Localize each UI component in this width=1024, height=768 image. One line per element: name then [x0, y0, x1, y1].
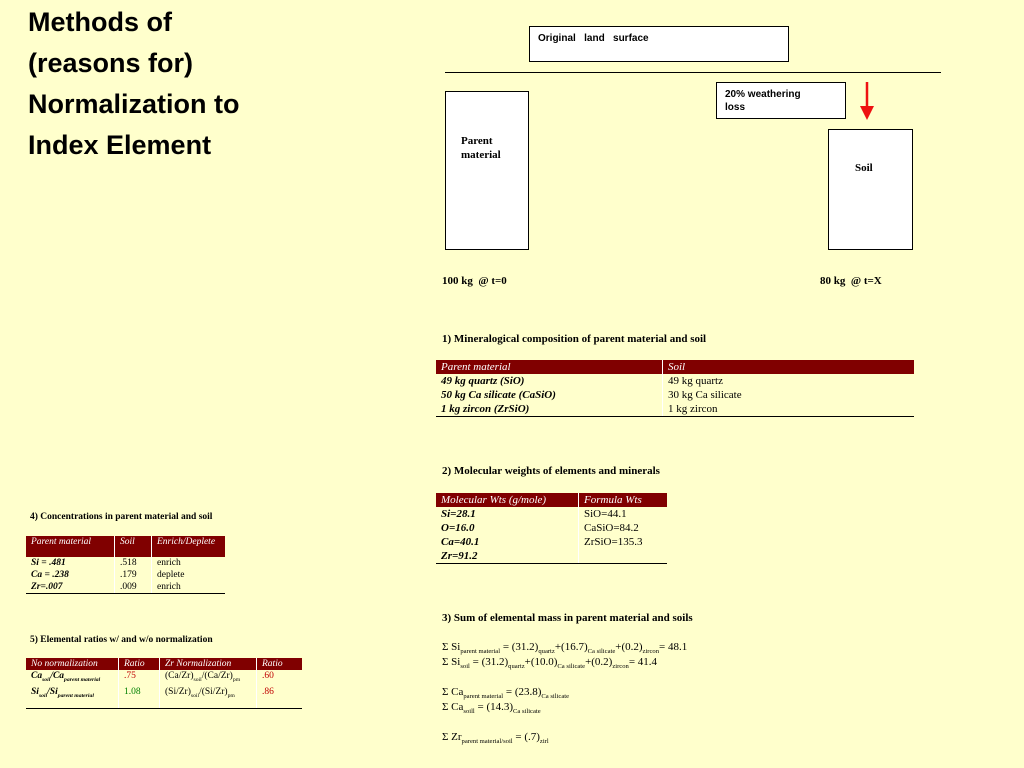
- table-cell: Ca=40.1: [441, 536, 480, 548]
- table-cell: [119, 702, 160, 709]
- table-header: Ratio: [257, 658, 303, 670]
- table-cell: enrich: [152, 581, 226, 594]
- table-row: [436, 549, 667, 564]
- cell-text: /(Ca/Zr): [201, 671, 233, 681]
- eq-sub: parent material: [460, 648, 501, 656]
- table-cell: .60: [257, 670, 303, 686]
- table-row: [26, 670, 302, 686]
- table-cell: 1.08: [119, 686, 160, 702]
- eq-sub: Ca silicate: [541, 693, 570, 701]
- cell-text: Si: [31, 686, 39, 697]
- eq-text: Σ Si: [442, 656, 461, 668]
- table-row: [436, 521, 667, 535]
- original-surface-label: Original land surface: [538, 33, 649, 44]
- eq-sub: parent material/soil: [461, 738, 513, 746]
- table-cell: [26, 686, 119, 702]
- table-cell: [26, 702, 119, 709]
- table-header: Zr Normalization: [160, 658, 257, 670]
- soil-label: Soil: [855, 162, 873, 174]
- table-header: No normalization: [26, 658, 119, 670]
- slide-title: [28, 2, 328, 166]
- si-soil-equation: [442, 656, 657, 673]
- cell-text: (Ca/Zr): [165, 671, 194, 681]
- cell-text: Ca: [31, 671, 43, 681]
- cell-sub: soil: [42, 676, 51, 683]
- zr-equation: [442, 731, 549, 748]
- table-cell: .518: [115, 557, 152, 569]
- cell-sub: soil: [193, 676, 202, 683]
- molecular-weights-table: [436, 493, 667, 564]
- parent-material-label: Parent material: [461, 135, 501, 161]
- cell-sub: pm: [232, 676, 241, 683]
- table-cell: 1 kg zircon (ZrSiO): [436, 402, 663, 417]
- table-row: [26, 702, 302, 709]
- table-cell: enrich: [152, 557, 226, 569]
- table-header: Enrich/Deplete: [152, 536, 226, 557]
- eq-sub: soil: [460, 663, 470, 671]
- eq-sub: soill: [463, 708, 475, 716]
- ca-soil-equation: [442, 701, 541, 718]
- table-cell: deplete: [152, 569, 226, 581]
- title-line-3: Normalization to: [28, 89, 240, 119]
- eq-text: = (31.2): [469, 656, 509, 668]
- table-header: Formula Wts: [579, 493, 668, 507]
- table-row: [26, 581, 225, 594]
- table-row: [26, 686, 302, 702]
- table-header: Parent material: [26, 536, 115, 557]
- eq-text: = 41.4: [628, 656, 658, 668]
- original-surface-box: [529, 26, 789, 62]
- table-cell: .75: [119, 670, 160, 686]
- eq-text: = 48.1: [659, 641, 688, 653]
- section1-heading: 1) Mineralogical composition of parent material and soil: [442, 333, 707, 345]
- parent-material-box: [445, 91, 529, 250]
- eq-sub: Ca silicate: [513, 708, 541, 716]
- table-cell: .86: [257, 686, 303, 702]
- table-cell: .179: [115, 569, 152, 581]
- title-line-1: Methods of: [28, 7, 172, 37]
- eq-text: Σ Si: [442, 641, 461, 653]
- title-line-4: Index Element: [28, 130, 212, 160]
- table-cell: Zr=91.2: [436, 549, 579, 564]
- table-cell: Ca = .238: [31, 570, 69, 580]
- table-row: [436, 535, 667, 549]
- table-header: Molecular Wts (g/mole): [436, 493, 579, 507]
- table-row: [26, 569, 225, 581]
- eq-text: = (14.3): [474, 701, 514, 713]
- table-cell: 49 kg quartz: [663, 374, 915, 388]
- eq-sub: zircon: [612, 663, 629, 671]
- eq-text: = (23.8): [503, 686, 542, 698]
- table-row: [436, 388, 914, 402]
- eq-text: Σ Zr: [442, 731, 462, 743]
- table-cell: SiO=44.1: [579, 507, 668, 521]
- table-cell: O=16.0: [441, 522, 475, 534]
- table-header: Soil: [115, 536, 152, 557]
- eq-sub: quartz: [538, 648, 555, 656]
- table-cell: 1 kg zircon: [663, 402, 915, 417]
- table-cell: 30 kg Ca silicate: [663, 388, 915, 402]
- table-header: Soil: [663, 360, 915, 374]
- down-arrow-icon: [857, 82, 877, 122]
- table-cell: [257, 702, 303, 709]
- eq-text: +(16.7): [554, 641, 588, 653]
- cell-text: /Ca: [50, 671, 65, 681]
- eq-text: Σ Ca: [442, 686, 464, 698]
- cell-sub: pm: [227, 692, 235, 699]
- eq-sub: quartz: [508, 663, 525, 671]
- table-header: Parent material: [436, 360, 663, 374]
- parent-mass-label: 100 kg @ t=0: [442, 275, 507, 287]
- eq-text: = (31.2): [500, 641, 539, 653]
- eq-sub: Ca silicate: [557, 663, 586, 671]
- eq-text: +(10.0): [524, 656, 558, 668]
- cell-text: /Si: [47, 686, 58, 697]
- land-surface-line: [445, 72, 941, 73]
- table-cell: CaSiO=84.2: [579, 521, 668, 535]
- table-cell: 50 kg Ca silicate (CaSiO): [441, 389, 556, 401]
- eq-sub: Ca silicate: [587, 648, 616, 656]
- cell-text: (Si/Zr): [165, 686, 191, 697]
- soil-box: [828, 129, 913, 250]
- weathering-loss-box: [716, 82, 846, 119]
- eq-sub: zirl: [539, 738, 549, 746]
- cell-sub: parent material: [64, 676, 101, 683]
- eq-text: +(0.2): [585, 656, 613, 668]
- table-cell: [160, 702, 257, 709]
- soil-mass-label: 80 kg @ t=X: [820, 275, 882, 287]
- cell-text: /(Si/Zr): [199, 686, 228, 697]
- eq-text: = (.7): [512, 731, 540, 743]
- eq-sub: parent material: [463, 693, 504, 701]
- eq-sub: zircon: [642, 648, 660, 656]
- title-line-2: (reasons for): [28, 48, 194, 78]
- table-cell: [160, 686, 257, 702]
- section4-heading: 4) Concentrations in parent material and soil: [30, 512, 213, 522]
- table-row: [436, 507, 667, 521]
- table-cell: Si = .481: [31, 558, 66, 568]
- cell-sub: soil: [190, 692, 200, 699]
- table-cell: Zr=.007: [26, 581, 115, 594]
- section2-heading: 2) Molecular weights of elements and minerals: [442, 465, 660, 477]
- table-cell: .009: [115, 581, 152, 594]
- table-row: [436, 402, 914, 417]
- elemental-ratios-table: [26, 658, 302, 709]
- table-cell: [160, 670, 257, 686]
- section5-heading: 5) Elemental ratios w/ and w/o normalization: [30, 635, 213, 645]
- table-cell: ZrSiO=135.3: [579, 535, 668, 549]
- table-cell: 49 kg quartz (SiO): [441, 375, 525, 387]
- mineral-composition-table: [436, 360, 914, 417]
- cell-sub: parent material: [57, 692, 94, 699]
- table-row: [436, 374, 914, 388]
- table-cell: [26, 670, 119, 686]
- eq-text: +(0.2): [615, 641, 643, 653]
- table-header: Ratio: [119, 658, 160, 670]
- table-cell: Si=28.1: [441, 508, 476, 520]
- cell-sub: soil: [38, 692, 48, 699]
- table-cell: [579, 549, 668, 564]
- concentrations-table: [26, 536, 225, 594]
- table-row: [26, 557, 225, 569]
- weathering-loss-label: 20% weathering loss: [725, 89, 801, 113]
- eq-text: Σ Ca: [442, 701, 464, 713]
- section3-heading: 3) Sum of elemental mass in parent material and soils: [442, 612, 693, 624]
